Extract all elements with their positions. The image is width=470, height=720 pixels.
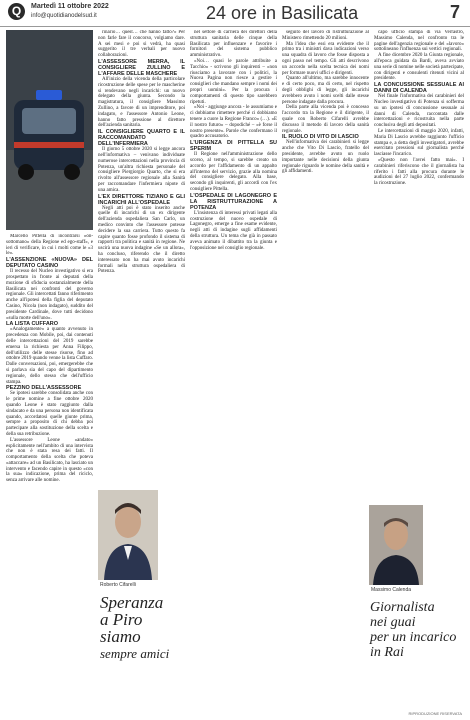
section-title: 24 ore in Basilicata [206, 3, 359, 23]
paragraph: Nel finale l'informativa dei carabinieri del Nucleo investigativo di Potenza si sofferma su un ipotesi di concussione sessuale ai danni di Calenda, raccontata dalle intercettazioni e ricostruita nella parte conclusiva degli atti depositati. [374, 94, 464, 129]
paragraph: Il giorno 5 ottobre 2020 si legge ancora nell'informativa – venivano individuate numerose intercettazioni nella provincia di Potenza, un'altra richiesta personale del consigliere Piergiorgio Quarto, che si era rivolto all'assessore regionale alla Sanità per raccomandare l'infermiera nipote di una amica. [98, 147, 185, 193]
photo-caption-2: Massimo Calenda [371, 587, 412, 593]
pull-quote-2-line: nei guai [370, 615, 416, 630]
paragraph: «Noi - aggiunge ancora - le assumiamo e ci dobbiamo rimettere perché ci dobbiamo tenere a cuore la Regione Franco» (…). «E il nostro futuro» – dopodiché – «è forse il nostro presente». Parole che confermano il quadro accusatorio. [190, 105, 277, 140]
portrait-photo-cifarelli [98, 490, 158, 580]
page-number: 7 [450, 2, 461, 22]
pull-quote-1-line: a Piro [100, 610, 143, 629]
paragraph: Quanto all'ultimo, ma sarebbe innocente e di certo poco, ma di certo, nel rispetto degli obblighi di legge, gli incarichi avrebbero avuto i nomi scelti dalle stesse persone indagate dalla procura. [282, 76, 369, 105]
paragraph: seguito del lavoro di ristrutturazione al Ministero rimettendo 20 milioni. [282, 30, 369, 41]
paragraph: Della parte alla vicenda poi è concesso l'accordo tra la Regione e il dirigente, il quale con Roberto Cifarelli avrebbe discusso il metodo di lavoro della sanità regionale. [282, 105, 369, 134]
paragraph: «Noi… quasi le parole attribuite a Tacchio» - scrivono gli inquirenti – «non riusciamo a lavorare con i politici, la Nuova Pagina non riesce a gestire i consiglieri che mandano sempre i nomi dei propri uomini». Per la procura i comportamenti di questo tipo sarebbero ripetuti. [190, 58, 277, 105]
police-car-icon [6, 30, 93, 230]
paragraph: Nell'informativa dei carabinieri si legge anche che Vito Di Lascio, fratello del presidente, avrebbe avuto un ruolo importante nelle decisioni della giunta regionale riguardo le nomine della sanità e gli affidamenti. [282, 140, 369, 175]
pull-quote-2-line: per un incarico [370, 630, 457, 645]
portrait-icon [98, 490, 158, 580]
police-car-photo [6, 30, 93, 230]
pull-quote-1-line: siamo [100, 627, 141, 646]
paragraph: nel settore di carriera dei direttori della struttura sanitaria delle cinque della Basilicata per influenzare e favorire i fornitori del sistema pubblico amministrativo. [190, 30, 277, 59]
article-column-1 [6, 234, 93, 712]
subheading: LA CONCUSSIONE SESSUALE AI DANNI DI CALENDA [374, 82, 464, 95]
paragraph: «Analogamente» a quanto avvenuto in precedenza con Mobile, poi, dai contenuti delle intercettazioni del 2019 sarebbe emersa la richiesta per Anna Filippo, dell'utilizzo delle stesse risorse, fino ad ottobre 2019 quando venne la lista Cuffaro. Dalle conversazioni, poi, emergerebbe che si parlava sia del capo del dipartimento regionale, dello stesso che dell'ufficio stampa. [6, 327, 93, 385]
paragraph: capo ufficio stampa di via Verrastro, Massimo Calenda, nel confronto tra le pagine dell'agenzia regionale e del «lavoro» sottolineano l'influenza sui vertici regionali. [374, 30, 464, 53]
subheading: L'URGENZA DI PITTELLA SU SPERIM [190, 140, 277, 153]
pull-quote-1 [100, 594, 190, 662]
portrait-icon [369, 505, 423, 585]
paragraph: L'insistenza di interessi privati legati alla costruzione del nuovo ospedale di Lagonegro, emerge a fine esame evidente, negli atti di indagine sugli affidamenti della struttura. Un tema che già in passato aveva animato il dibattito tra la giunta e l'opposizione nel consiglio regionale. [190, 210, 277, 251]
subheading: L'EX DIRETTORE TIZIANO E GLI INCARICHI ALL'OSPEDALE [98, 193, 185, 206]
article-column-4 [282, 30, 369, 505]
paragraph: «Questo non l'avrei fatto mai». I carabinieri riferiscono che il giornalista ha riferito i fatti alla procura durante le audizioni del 27 luglio 2022, confermando la ricostruzione. [374, 157, 464, 187]
subheading: L'OSPEDALE DI LAGONEGRO E LA RISTRUTTURAZIONE A POTENZA [190, 192, 277, 211]
subheading: L'ASSENZIONE «NUOVA» DEL DEPUTATO CASINO [6, 257, 93, 270]
pull-quote-2-line: in Rai [370, 645, 404, 660]
paragraph: Il recesso del Nucleo investigativo si era prospettato in fronte ai deputati della mozione di sfiducia sostanzialmente della Basilicata nei confronti del governo regionale. Gli intercettati fanno riferimento anche all'ipotesi della figlia del deputato Casino, Nicola (non indagato), suddito del presidente Cardinale, dove tutti decidono «sulla morte dell'uno». [6, 269, 93, 321]
subheading: IL CONSIGLIERE QUARTO E IL RACCOMANDATO DELL'INFERMIERA [98, 129, 185, 148]
article-column-3 [190, 30, 277, 712]
paragraph: L'assessore Leone «andato» esplicitamente nell'ambito di una intervista che non è stata resa dei fatti. Il comportamento della scelta che poteva «attaccare» ad un Basilicato, ha lasciato un intervento e facendo capire in questo «con la sua» indicazione, prima del riciclo, senza arrivare alle nomine. [6, 437, 93, 484]
page-header [0, 0, 470, 27]
subheading: PEZZINO DELL'ASSESSORE [6, 385, 82, 392]
paragraph: Marcello Pittella di incontrarsi «on-sottomano» della Regione ed ego-staff», e ieri di verificare, in cui i molti come le «3 le». [6, 234, 93, 257]
pull-quote-2-line: Giornalista [370, 600, 435, 615]
paragraph: Il Regione nell'amministrazione dello scorso, al tempo, si sarebbe creato un accordo per l'affidamento di un appalto all'interno del servizio, grazie alla nomina del consigliere delegato. Alla base, secondo gli inquirenti, gli accordi con l'ex consigliere Pittella. [190, 152, 277, 192]
photo-caption-1: Roberto Cifarelli [100, 582, 136, 588]
paragraph: A fine dicembre 2020 la Giunta regionale, all'epoca guidata da Bardi, aveva avviato una serie di nomine nelle società partecipate, con dirigenti e consulenti ritenuti vicini al presidente. [374, 53, 464, 82]
copyright-footer: RIPRODUZIONE RISERVATA [408, 711, 462, 716]
pull-quote-2 [370, 600, 466, 660]
portrait-photo-calenda [369, 505, 423, 585]
subheading: LA LISTA CUFFARO [6, 321, 59, 328]
paragraph: Negli atti poi è stato inserito anche quelle di incarichi di un ex dirigente dell'azienda ospedaliera San Carlo, un medico convinto che l'assessore potesse decidere la sua carriera. Tutto questo fa capire quanto fosse profondo il sistema di rapporti tra politica e sanità in regione. Ne uscirà una nuova indagine «Se un allora», ha concluso, riferendo che il diretto interessato non ha mai avuto incarichi formali nella struttura ospedaliera di Potenza. [98, 205, 185, 275]
subheading: L'ASSESSORE MERRA, IL CONSIGLIERE ZULLINO E L'AFFARE DELLE MASCHERE [98, 58, 185, 77]
pull-quote-1-line: Speranza [100, 593, 164, 612]
paragraph: All'inizio della vicenda della particolare ricostruzione delle spese per le mascherine si rendevano negli incarichi: un nuovo delegato della giunta. Secondo la magistratura, il consigliere Massimo Zullino, a favore di un imprenditore, poi indagato, e l'assessore Antonio Leone, hanno fatto pressione al direttore dell'azienda sanitaria. [98, 76, 185, 129]
issue-date: Martedì 11 ottobre 2022 [31, 3, 109, 10]
paragraph: Le intercettazioni di maggio 2020, infatti, Maria Di Lascio avrebbe raggiunto l'ufficio stampa e, a detta degli investigatori, avrebbe esercitato pressioni sul giornalista perché lasciasse l'incarico. [374, 128, 464, 158]
paragraph: Se ipotesi sarebbe consolidata anche con le prime nomine a fine ottobre 2020 quando Leone è stato raggiunto dalla sindacato e da una persona non identificata quando, accordatosi quelle giunte prima, sempre a proposito di chi debba poi partecipare alla sostituzione della scelta e della sua retribuzione. [6, 391, 93, 437]
subheading: IL RUOLO DI VITO DI LASCIO [282, 134, 359, 141]
article-column-2 [98, 30, 185, 485]
pull-quote-1-line: sempre amici [100, 646, 170, 661]
paragraph: rinario… quest… che hanno fatto?» Per non farle fare il concorso, volgiamo dare. A sei mesi e poi si vedrà, ha quasi suggerito il tre verbali per nuovo collaborazioni. [98, 30, 185, 59]
contact-email: info@quotidianodelsud.it [31, 13, 97, 19]
paragraph: Ma l'idea che essi era evidente che il primo tra i ministri dava indicazioni verso una squadra di lavoro che fosse disposta a ogni passo nel tempo. Gli atti descrivono un accordo nella scelta tecnica dei nomi per formare nuovi uffici e dirigenti. [282, 41, 369, 76]
newspaper-logo: Q [8, 3, 25, 20]
